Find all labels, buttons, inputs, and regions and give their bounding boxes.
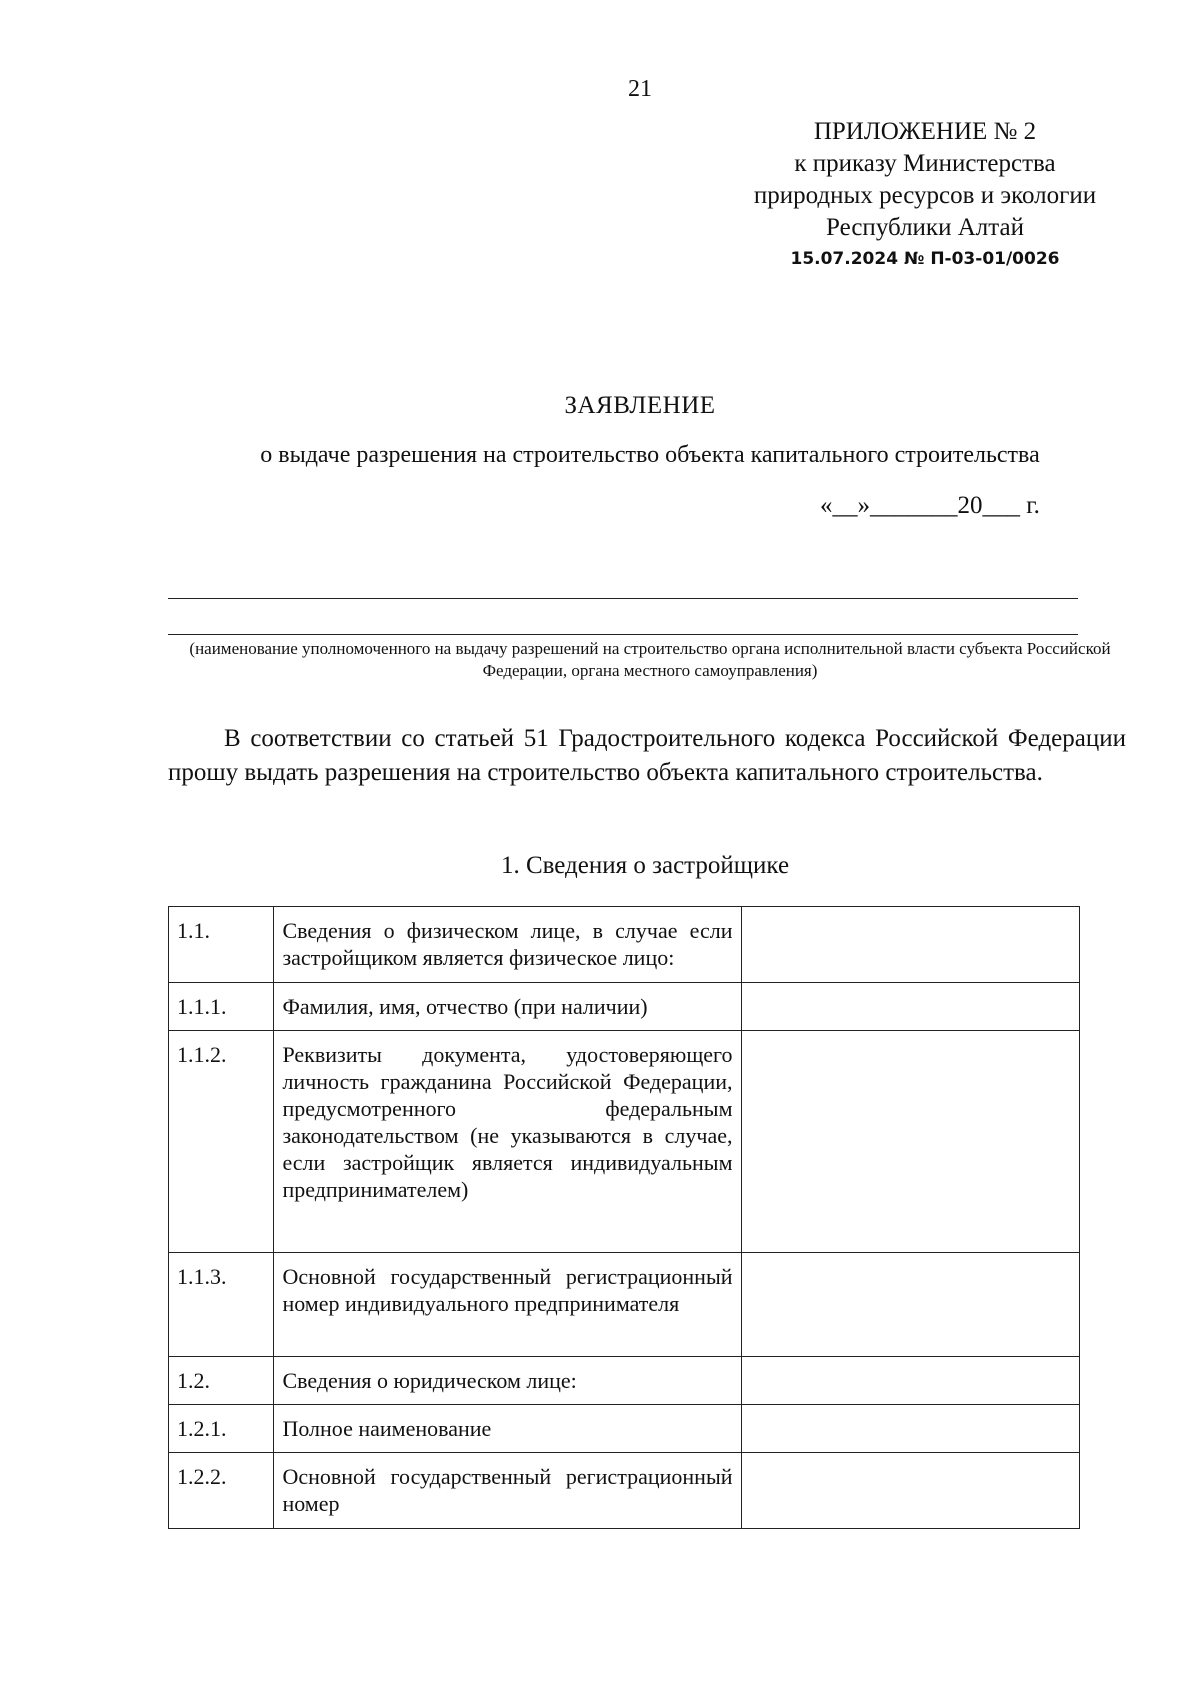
document-subtitle: о выдаче разрешения на строительство объекта капитального строительства <box>260 442 1040 468</box>
row-label: Сведения о физическом лице, в случае если застройщиком является физическое лицо: <box>274 907 741 983</box>
row-value-input[interactable] <box>741 907 1080 983</box>
page-number: 21 <box>628 76 652 102</box>
row-label: Основной государственный регистрационный номер индивидуального предпринимателя <box>274 1253 741 1357</box>
table-row <box>169 983 1080 1031</box>
section-title: 1. Сведения о застройщике <box>500 852 790 879</box>
developer-info-table <box>168 906 1080 1529</box>
document-title: ЗАЯВЛЕНИЕ <box>564 392 716 419</box>
authority-fill-line-2[interactable] <box>168 634 1078 635</box>
order-registration: 15.07.2024 № П-03-01/0026 <box>790 249 1060 269</box>
table-row <box>169 907 1080 983</box>
table-row <box>169 1357 1080 1405</box>
request-paragraph: В соответствии со статьей 51 Градостроительного кодекса Российской Федерации прошу выдать разрешения на строительство объекта капитального строительства. <box>168 725 1126 786</box>
row-value-input[interactable] <box>741 1405 1080 1453</box>
row-value-input[interactable] <box>741 983 1080 1031</box>
table-row <box>169 1253 1080 1357</box>
appendix-header <box>700 116 1150 274</box>
table-row <box>169 1453 1080 1529</box>
authority-caption: (наименование уполномоченного на выдачу разрешений на строительство органа исполнительной власти субъекта Российской Федерации, органа местного самоуправления) <box>189 639 1111 680</box>
appendix-line-2: природных ресурсов и экологии <box>753 182 1097 209</box>
row-value-input[interactable] <box>741 1453 1080 1529</box>
authority-fill-line-1[interactable] <box>168 598 1078 599</box>
row-number: 1.1.3. <box>169 1253 274 1357</box>
row-label: Реквизиты документа, удостоверяющего личность гражданина Российской Федерации, предусмотренного федеральным законодательством (не указываются в случае, если застройщик является индивидуальным предпринимателем) <box>274 1031 741 1253</box>
appendix-line-1: к приказу Министерства <box>794 150 1056 177</box>
row-number: 1.1.2. <box>169 1031 274 1253</box>
row-number: 1.1. <box>169 907 274 983</box>
row-number: 1.2. <box>169 1357 274 1405</box>
row-label: Сведения о юридическом лице: <box>274 1357 741 1405</box>
row-value-input[interactable] <box>741 1357 1080 1405</box>
table-row <box>169 1405 1080 1453</box>
table-row <box>169 1031 1080 1253</box>
row-value-input[interactable] <box>741 1031 1080 1253</box>
row-label: Полное наименование <box>274 1405 741 1453</box>
row-number: 1.2.1. <box>169 1405 274 1453</box>
row-label: Фамилия, имя, отчество (при наличии) <box>274 983 741 1031</box>
row-number: 1.2.2. <box>169 1453 274 1529</box>
appendix-title: ПРИЛОЖЕНИЕ № 2 <box>813 118 1037 145</box>
row-number: 1.1.1. <box>169 983 274 1031</box>
appendix-line-3: Республики Алтай <box>826 214 1024 241</box>
row-label: Основной государственный регистрационный номер <box>274 1453 741 1529</box>
date-field[interactable]: «__»_______20___ г. <box>820 492 1040 519</box>
row-value-input[interactable] <box>741 1253 1080 1357</box>
